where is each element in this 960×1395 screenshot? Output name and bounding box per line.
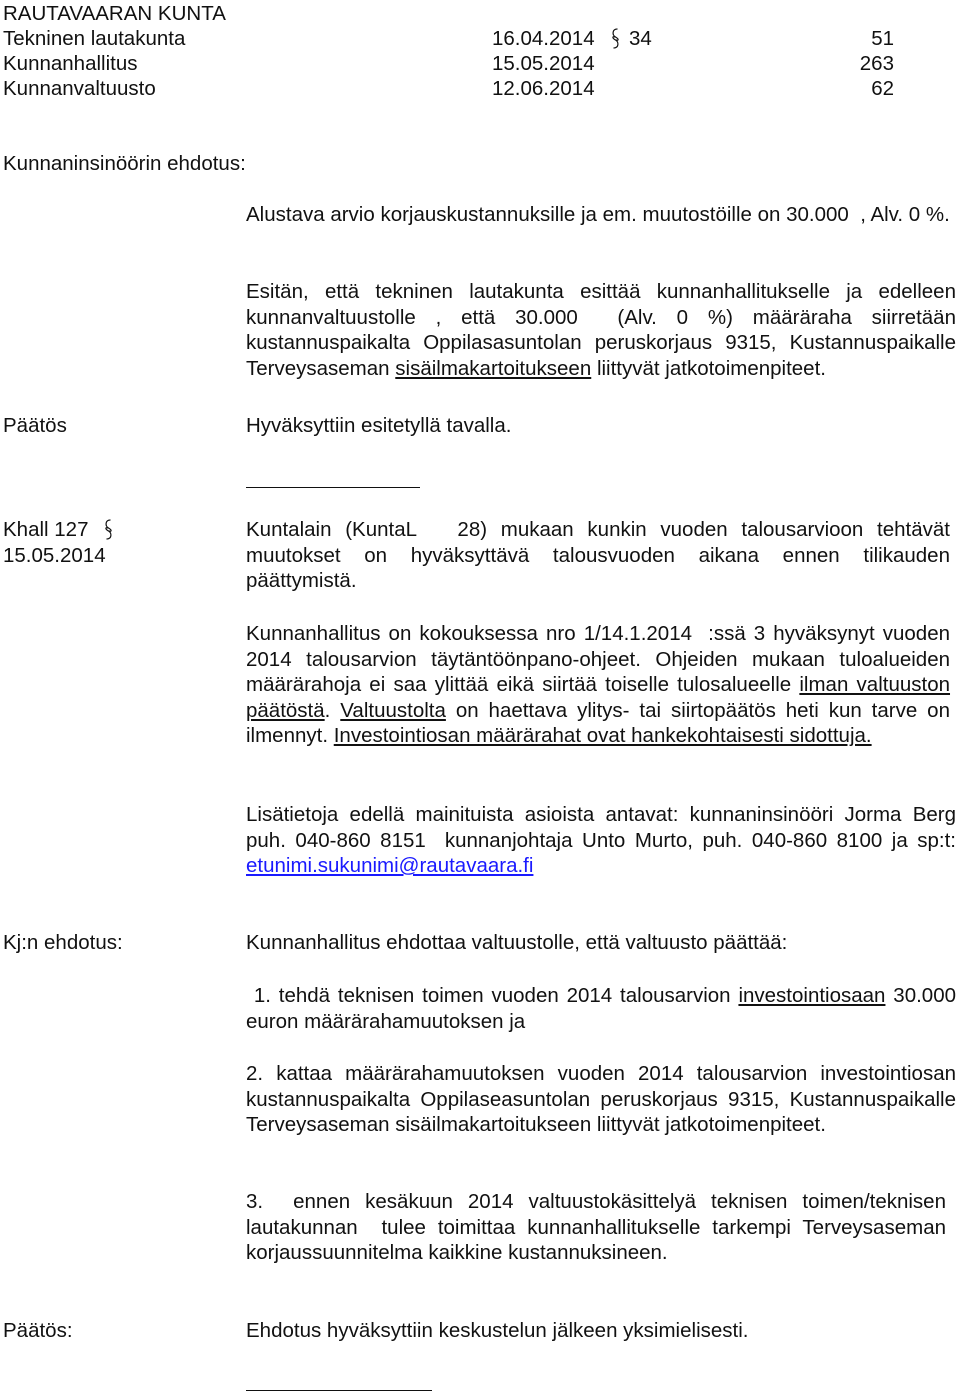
khall-date: 15.05.2014 xyxy=(3,544,106,567)
decision-text: Ehdotus hyväksyttiin keskustelun jälkeen yksimielisesti. xyxy=(246,1319,749,1342)
meeting-date: 12.06.2014 xyxy=(492,77,595,100)
body-name: Kunnanvaltuusto xyxy=(3,77,156,100)
khall-reference: Khall 127 xyxy=(3,518,89,541)
page-number: 51 xyxy=(871,27,894,50)
kj-proposal-intro: Kunnanhallitus ehdottaa valtuustolle, että valtuusto päättää: xyxy=(246,931,788,954)
decision-label: Päätös: xyxy=(3,1319,73,1342)
separator-line xyxy=(246,487,420,488)
body-name: Tekninen lautakunta xyxy=(3,27,186,50)
proposal-paragraph: Esitän, että tekninen lautakunta esittää kunnanhallitukselle ja edelleen kunnanvaltuustolle , että 30.000 (Alv. 0 %) määräraha siirretään kustannuspaikalta Oppilasasuntolan peruskorjaus 9315, Kustannuspaikalle Terveysaseman sisäilmakartoitukseen liittyvät jatkotoimenpiteet. xyxy=(246,280,956,380)
separator-line xyxy=(246,1390,432,1391)
underlined-phrase: ilman valtuuston päätöstä xyxy=(246,673,951,722)
municipality-name: RAUTAVAARAN KUNTA xyxy=(3,2,226,25)
decision-label: Päätös xyxy=(3,414,67,437)
underlined-phrase: Valtuustolta xyxy=(340,698,446,722)
page-number: 263 xyxy=(859,52,894,75)
kuntalaki-paragraph: Kuntalain (KuntaL 28) mukaan kunkin vuoden talousarvioon tehtävät muutokset on hyväksyttävä talousvuoden aikana ennen tilikauden päättymistä. xyxy=(246,518,950,592)
underlined-term: investointiosaan xyxy=(738,984,886,1007)
body-name: Kunnanhallitus xyxy=(3,52,138,75)
meeting-date: 16.04.2014 xyxy=(492,27,595,50)
proposal-item-3: 3. ennen kesäkuun 2014 valtuustokäsittelyä teknisen toimen/teknisen lautakunnan tulee toimittaa kunnanhallitukselle tarkempi Terveysaseman korjaussuunnitelma kaikkine kustannuksineen. xyxy=(246,1190,946,1264)
section-sign-icon xyxy=(611,26,620,57)
meeting-date: 15.05.2014 xyxy=(492,52,595,75)
underlined-term: sisäilmakartoitukseen xyxy=(395,356,592,380)
proposal-item-2: 2. kattaa määrärahamuutoksen vuoden 2014 talousarvion investointiosan kustannuspaikalta Oppilaseasuntolan peruskorjaus 9315, Kustannuspaikalle Terveysaseman sisäilmakartoitukseen liittyvät jatkotoimenpiteet. xyxy=(246,1062,956,1136)
budget-rules-paragraph: Kunnanhallitus on kokouksessa nro 1/14.1.2014 :ssä 3 hyväksynyt vuoden 2014 talousarvion täytäntöönpano-ohjeet. Ohjeiden mukaan tuloalueiden määrärahoja ei saa ylittää eikä siirtää toiselle tulosalueelle ilman valtuuston päätöstä. Valtuustolta on haettava ylitys- tai siirtopäätös heti kun tarve on ilmennyt. Investointiosan määrärahat ovat hankekohtaisesti sidottuja. xyxy=(246,622,951,747)
underlined-phrase: Investointiosan määrärahat ovat hankekohtaisesti sidottuja. xyxy=(333,724,872,747)
email-link[interactable]: etunimi.sukunimi@rautavaara.fi xyxy=(246,854,534,877)
proposal-item-1: 1. tehdä teknisen toimen vuoden 2014 talousarvion investointiosaan 30.000 euron määrärahamuutoksen ja xyxy=(246,984,956,1033)
section-number: 34 xyxy=(629,27,652,50)
estimate-paragraph: Alustava arvio korjauskustannuksille ja em. muutostöille on 30.000 , Alv. 0 %. xyxy=(246,203,950,226)
page-number: 62 xyxy=(871,77,894,100)
contact-paragraph: Lisätietoja edellä mainituista asioista antavat: kunnaninsinööri Jorma Berg puh. 040-860 8151 kunnanjohtaja Unto Murto, puh. 040-860 8100 ja sp:t: etunimi.sukunimi@rautavaara.fi xyxy=(246,803,956,877)
decision-text: Hyväksyttiin esitetyllä tavalla. xyxy=(246,414,512,437)
engineer-proposal-label: Kunnaninsinöörin ehdotus: xyxy=(3,152,246,175)
kj-proposal-label: Kj:n ehdotus: xyxy=(3,931,123,954)
